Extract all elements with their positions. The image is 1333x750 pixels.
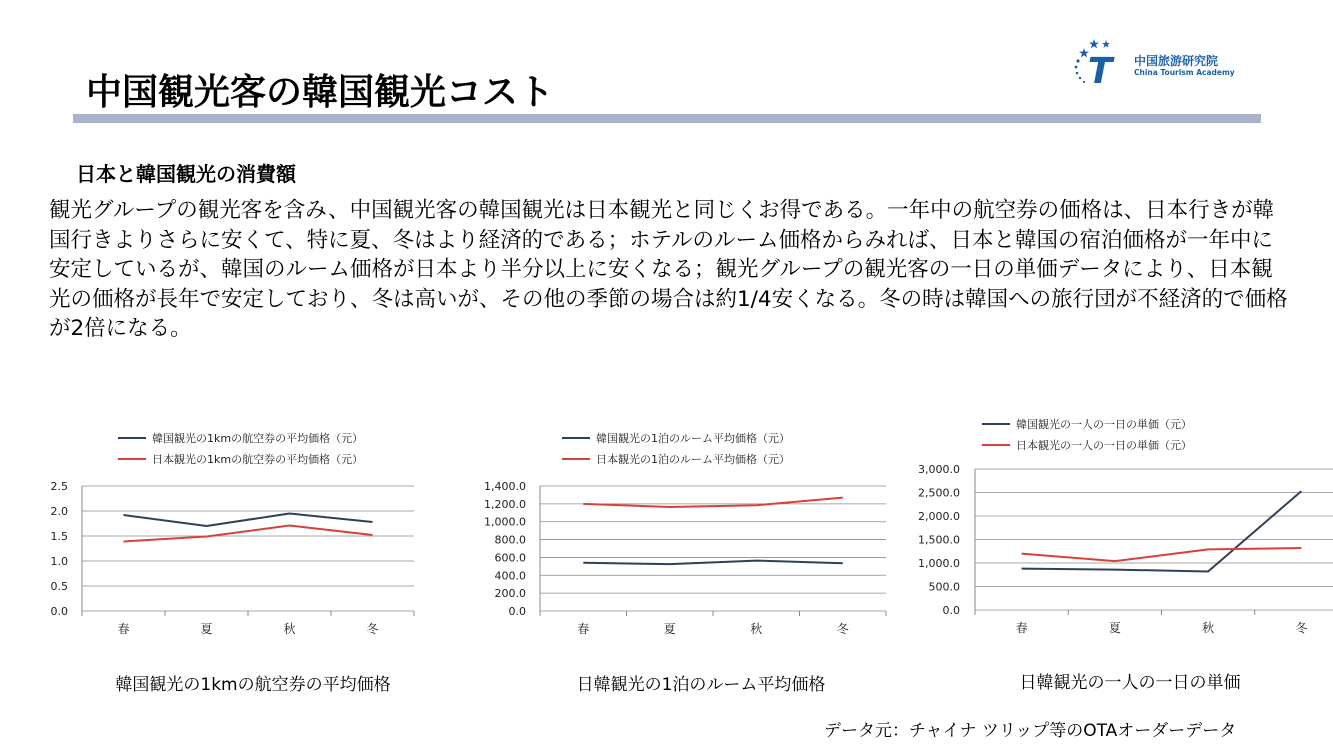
legend-label-1: 日本観光の1kmの航空券の平均価格（元） xyxy=(152,453,364,466)
y-tick-label: 400.0 xyxy=(494,569,526,583)
chart-room-caption: 日韓観光の1泊のルーム平均価格 xyxy=(576,675,826,695)
chart-daily xyxy=(880,400,1320,645)
series-line-0 xyxy=(124,514,373,527)
legend-label-0: 韓国観光の1kmの航空券の平均価格（元） xyxy=(152,432,364,445)
logo xyxy=(1070,36,1250,92)
y-tick-label: 1,500.0 xyxy=(918,533,960,547)
x-category-label: 冬 xyxy=(1295,621,1308,635)
title-divider xyxy=(73,114,1261,123)
legend-label-1: 日本観光の一人の一日の単価（元） xyxy=(1016,439,1192,452)
daily-price-line-chart xyxy=(880,400,1320,645)
x-category-label: 夏 xyxy=(663,622,676,636)
x-category-label: 冬 xyxy=(836,622,849,636)
body-paragraph: 観光グループの観光客を含み、中国観光客の韓国観光は日本観光と同じくお得である。一年中の航空券の価格は、日本行きが韓国行きよりさらに安くて、特に夏、冬はより経済的である；ホテルのルーム価格からみれば、日本と韓国の宿泊価格が一年中に安定しているが、韓国のルーム価格が日本より半分以上に安くなる；観光グループの観光客の一日の単価データにより、日本観光の価格が長年で安定しており、冬は高いが、その他の季節の場合は約1/4安くなる。冬の時は韓国への旅行団が不経済的で価格が2倍になる。 xyxy=(49,198,1288,341)
chart-room xyxy=(440,415,880,645)
y-tick-label: 200.0 xyxy=(494,587,526,601)
y-tick-label: 600.0 xyxy=(494,551,526,565)
chart-daily-caption: 日韓観光の一人の一日の単価 xyxy=(1019,673,1241,693)
y-tick-label: 1,200.0 xyxy=(484,497,526,511)
y-tick-label: 0.0 xyxy=(50,605,68,618)
series-line-1 xyxy=(1022,548,1302,561)
airfare-line-chart xyxy=(0,415,440,645)
x-category-label: 秋 xyxy=(750,622,763,636)
y-tick-label: 3,000.0 xyxy=(918,463,960,476)
y-tick-label: 0.5 xyxy=(50,580,68,593)
y-tick-label: 2.5 xyxy=(50,480,68,493)
legend-label-0: 韓国観光の1泊のルーム平均価格（元） xyxy=(596,432,790,445)
x-category-label: 春 xyxy=(1015,621,1028,635)
y-tick-label: 1,400.0 xyxy=(484,480,526,493)
y-tick-label: 500.0 xyxy=(928,580,960,594)
y-tick-label: 2,500.0 xyxy=(918,486,960,500)
section-heading: 日本と韓国観光の消費額 xyxy=(76,162,296,186)
y-tick-label: 800.0 xyxy=(494,533,526,547)
chart-airfare-caption: 韓国観光の1kmの航空券の平均価格 xyxy=(115,675,391,695)
x-category-label: 夏 xyxy=(200,622,213,636)
slide-title: 中国観光客の韓国観光コスト xyxy=(86,72,555,113)
series-line-1 xyxy=(583,498,843,507)
x-category-label: 秋 xyxy=(1202,621,1215,635)
x-category-label: 冬 xyxy=(366,622,379,636)
room-price-line-chart xyxy=(440,415,880,645)
y-tick-label: 1.5 xyxy=(50,530,68,543)
logo-name-cn: 中国旅游研究院 xyxy=(1134,54,1219,68)
source-note: データ元：チャイナ ツリップ等のOTAオーダーデータ xyxy=(824,721,1237,741)
x-category-label: 春 xyxy=(577,622,590,636)
legend-label-1: 日本観光の1泊のルーム平均価格（元） xyxy=(596,453,790,466)
y-tick-label: 0.0 xyxy=(942,604,960,617)
logo-letter: T xyxy=(1087,51,1113,92)
series-line-1 xyxy=(124,526,373,542)
y-tick-label: 1,000.0 xyxy=(484,515,526,529)
x-category-label: 秋 xyxy=(283,622,296,636)
y-tick-label: 2,000.0 xyxy=(918,510,960,523)
x-category-label: 夏 xyxy=(1108,621,1121,635)
series-line-0 xyxy=(1022,491,1302,571)
y-tick-label: 2.0 xyxy=(50,505,68,518)
y-tick-label: 1.0 xyxy=(50,555,68,568)
legend-label-0: 韓国観光の一人の一日の単価（元） xyxy=(1016,418,1192,431)
logo-emblem-icon xyxy=(1070,36,1130,92)
chart-airfare xyxy=(0,415,440,645)
series-line-0 xyxy=(583,561,843,565)
logo-name-en: China Tourism Academy xyxy=(1134,68,1235,77)
y-tick-label: 1,000.0 xyxy=(918,557,960,570)
y-tick-label: 0.0 xyxy=(508,605,526,618)
x-category-label: 春 xyxy=(117,622,130,636)
